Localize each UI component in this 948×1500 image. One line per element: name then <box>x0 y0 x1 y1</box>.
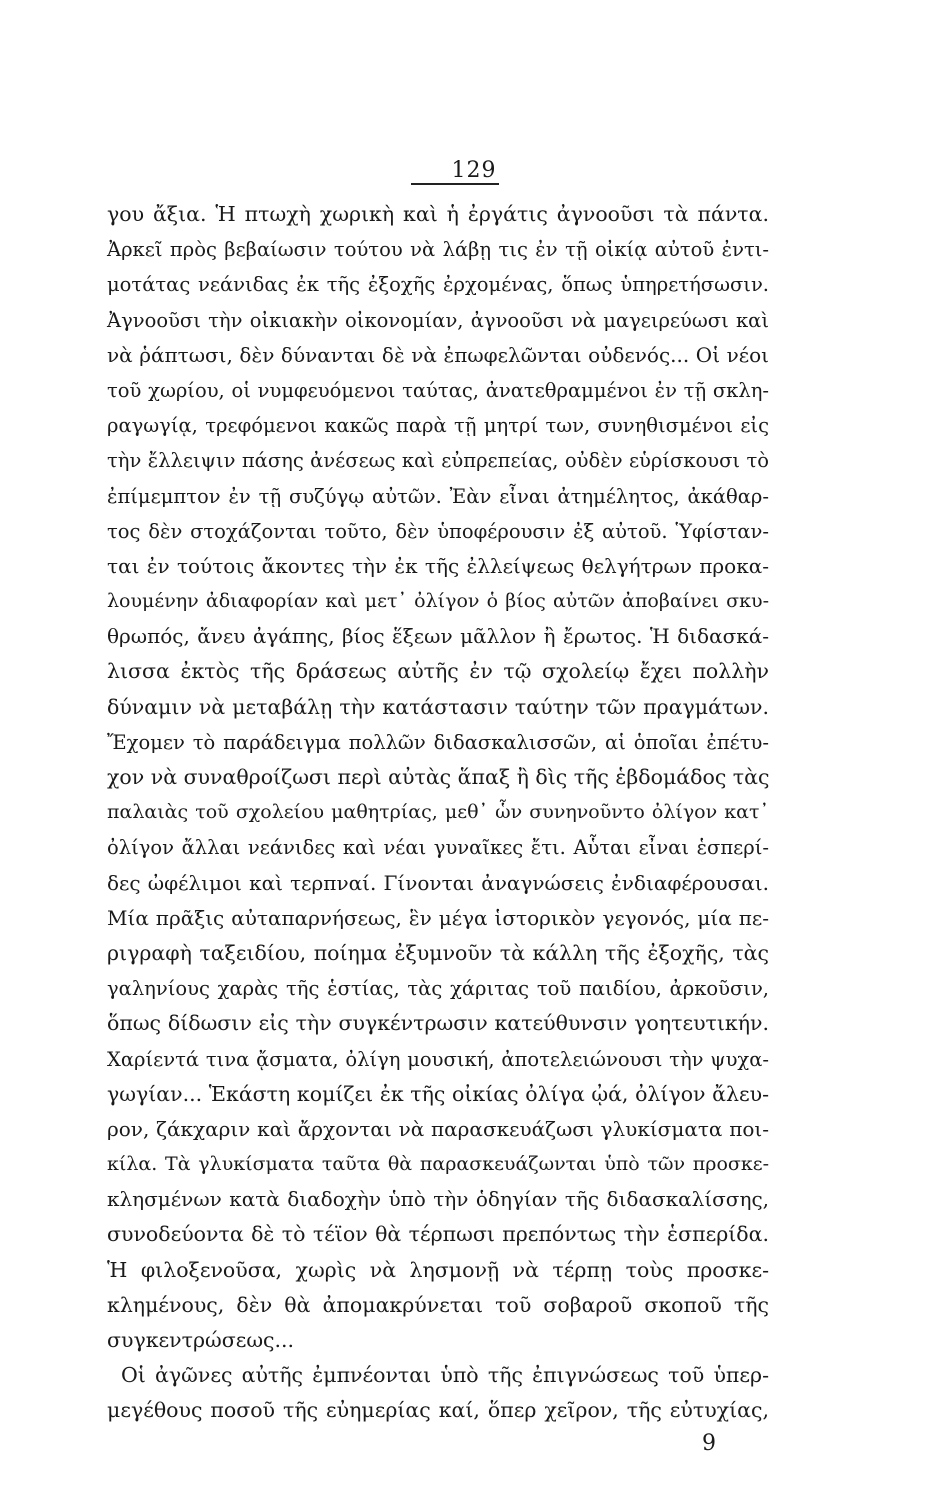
text-line: γου ἄξια. Ἡ πτωχὴ χωρικὴ καὶ ἡ ἐργάτις ἀγνοοῦσι τὰ πάντα. <box>107 202 769 226</box>
text-line: ραγωγίᾳ, τρεφόμενοι κακῶς παρὰ τῇ μητρί των, συνηθισμένοι εἰς <box>107 414 769 438</box>
text-line: τος δὲν στοχάζονται τοῦτο, δὲν ὑποφέρουσιν ἐξ αὐτοῦ. Ὑφίσταν- <box>107 519 769 543</box>
text-line: ριγραφὴ ταξειδίου, ποίημα ἐξυμνοῦν τὰ κάλλη τῆς ἐξοχῆς, τὰς <box>107 940 769 965</box>
text-line: ται ἐν τούτοις ἄκοντες τὴν ἐκ τῆς ἐλλείψεως θελγήτρων προκα- <box>107 553 769 578</box>
text-line: Ἔχομεν τὸ παράδειγμα πολλῶν διδασκαλισσῶν, αἱ ὁποῖαι ἐπέτυ- <box>107 730 769 754</box>
text-line: Μία πρᾶξις αὐταπαρνήσεως, ἓν μέγα ἱστορικὸν γεγονός, μία πε- <box>107 905 769 930</box>
signature-mark: 9 <box>702 1431 716 1456</box>
text-line: Χαρίεντά τινα ᾄσματα, ὀλίγη μουσική, ἀποτελειώνουσι τὴν ψυχα- <box>107 1047 769 1071</box>
text-line: δύναμιν νὰ μεταβάλῃ τὴν κατάστασιν ταύτην τῶν πραγμάτων. <box>107 694 769 719</box>
text-line: χον νὰ συναθροίζωσι περὶ αὐτὰς ἅπαξ ἢ δὶς τῆς ἑβδομάδος τὰς <box>107 765 770 789</box>
text-line: τὴν ἔλλειψιν πάσης ἀνέσεως καὶ εὐπρεπείας, οὐδὲν εὑρίσκουσι τὸ <box>107 449 769 473</box>
text-line: γαληνίους χαρὰς τῆς ἑστίας, τὰς χάριτας τοῦ παιδίου, ἀρκοῦσιν, <box>107 977 769 1001</box>
text-line: λουμένην ἀδιαφορίαν καὶ μετ᾽ ὀλίγον ὁ βίος αὐτῶν ἀποβαίνει σκυ- <box>107 590 769 613</box>
text-line: μοτάτας νεάνιδας ἐκ τῆς ἐξοχῆς ἐρχομένας, ὅπως ὑπηρετήσωσιν. <box>107 273 769 297</box>
header-rule <box>411 183 499 185</box>
text-line: κίλα. Τὰ γλυκίσματα ταῦτα θὰ παρασκευάζωνται ὑπὸ τῶν προσκε- <box>107 1153 769 1176</box>
text-line-paragraph-end: συγκεντρώσεως... <box>107 1328 295 1352</box>
text-line: παλαιὰς τοῦ σχολείου μαθητρίας, μεθ᾽ ὧν συνηνοῦντο ὀλίγον κατ᾽ <box>107 801 769 824</box>
text-line: Ἀρκεῖ πρὸς βεβαίωσιν τούτου νὰ λάβῃ τις ἐν τῇ οἰκίᾳ αὐτοῦ ἐντι- <box>107 238 769 262</box>
text-line-paragraph-start: Οἱ ἀγῶνες αὐτῆς ἐμπνέονται ὑπὸ τῆς ἐπιγνώσεως τοῦ ὑπερ- <box>121 1363 769 1388</box>
text-line: Ἡ φιλοξενοῦσα, χωρὶς νὰ λησμονῇ νὰ τέρπῃ τοὺς προσκε- <box>107 1257 769 1282</box>
text-line: λισσα ἐκτὸς τῆς δράσεως αὐτῆς ἐν τῷ σχολείῳ ἔχει πολλὴν <box>107 659 769 684</box>
text-line: ὅπως δίδωσιν εἰς τὴν συγκέντρωσιν κατεύθυνσιν γοητευτικήν. <box>107 1011 769 1036</box>
text-line: ὀλίγον ἄλλαι νεάνιδες καὶ νέαι γυναῖκες ἔτι. Αὗται εἶναι ἑσπερί- <box>107 836 769 860</box>
text-line: μεγέθους ποσοῦ τῆς εὐημερίας καί, ὅπερ χεῖρον, τῆς εὐτυχίας, <box>107 1398 769 1423</box>
text-line: κλημένους, δὲν θὰ ἀπομακρύνεται τοῦ σοβαροῦ σκοποῦ τῆς <box>107 1292 769 1317</box>
text-line: Ἀγνοοῦσι τὴν οἰκιακὴν οἰκονομίαν, ἀγνοοῦσι νὰ μαγειρεύωσι καὶ <box>107 308 769 332</box>
body-text <box>107 197 769 1429</box>
text-line: γωγίαν... Ἑκάστη κομίζει ἐκ τῆς οἰκίας ὀλίγα ᾠά, ὀλίγον ἄλευ- <box>107 1081 769 1106</box>
text-line: κλησμένων κατὰ διαδοχὴν ὑπὸ τὴν ὁδηγίαν τῆς διδασκαλίσσης, <box>107 1187 769 1212</box>
text-line: τοῦ χωρίου, οἱ νυμφευόμενοι ταύτας, ἀνατεθραμμένοι ἐν τῇ σκλη- <box>107 378 769 402</box>
text-line: δες ὠφέλιμοι καὶ τερπναί. Γίνονται ἀναγνώσεις ἐνδιαφέρουσαι. <box>107 870 769 895</box>
text-line: θρωπός, ἄνευ ἀγάπης, βίος ἕξεων μᾶλλον ἢ ἔρωτος. Ἡ διδασκά- <box>107 624 769 649</box>
text-line: νὰ ῥάπτωσι, δὲν δύνανται δὲ νὰ ἐπωφελῶνται οὐδενός... Οἱ νέοι <box>107 342 769 367</box>
text-line: συνοδεύοντα δὲ τὸ τέϊον θὰ τέρπωσι πρεπόντως τὴν ἑσπερίδα. <box>107 1222 769 1247</box>
text-line: ἐπίμεμπτον ἐν τῇ συζύγῳ αὐτῶν. Ἐὰν εἶναι ἀτημέλητος, ἀκάθαρ- <box>107 484 769 508</box>
page-number: 129 <box>451 158 497 183</box>
text-line: ρον, ζάκχαριν καὶ ἄρχονται νὰ παρασκευάζωσι γλυκίσματα ποι- <box>107 1116 769 1141</box>
